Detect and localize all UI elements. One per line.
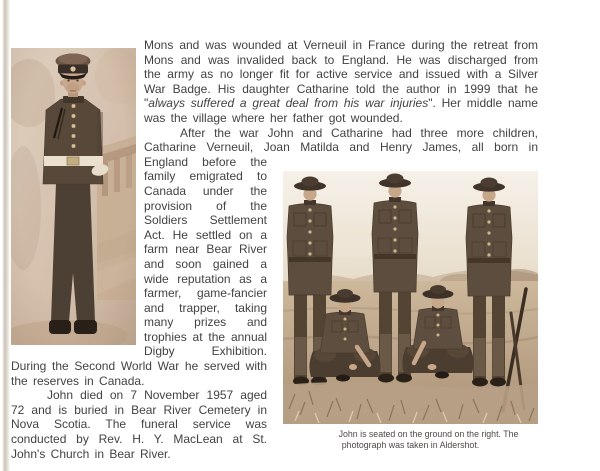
paragraph-2-before-photo: After the war John and Catharine had three more children, Catharine Verneuil, Joan Matilda and Henry James, all born in England bbox=[144, 125, 538, 169]
group-photo-figure bbox=[283, 171, 538, 451]
paragraph-1-end: ". Her middle name was the village where her father got wounded. bbox=[144, 96, 538, 125]
group-photo-caption: John is seated on the ground on the right. The photograph was taken in Aldershot. bbox=[338, 428, 519, 450]
group-photo-image bbox=[283, 171, 538, 424]
portrait-photo bbox=[11, 48, 136, 345]
paragraph-2-after-photo: before the family emigrated to Canada under the provision of the Soldiers Settlement Act. He settled on a farm near Bear River and soon gained a wide reputation as a farmer, game-fancier and trapper, taking many prizes and trophies at the annual Digby Exhibition. During the Second World War he served with the reserves in Canada. bbox=[11, 154, 267, 388]
paragraph-1-start: Mons and was wounded at Verneuil in France during the retreat from Mons and was invalided back to England. He was discharged from the army as no longer fit for active service and issued with a Silver War Badge. His daughter Catharine told the author in 1999 that he " bbox=[144, 38, 538, 111]
paragraph-3-text: John died on 7 November 1957 aged 72 and is buried in Bear River Cemetery in Nova Scotia. The funeral service was conducted by Rev. H. Y. MacLean at St. John's Church in Bear River. bbox=[11, 388, 267, 461]
quote-italic: always suffered a great deal from his war injuries bbox=[148, 96, 429, 111]
portrait-photo-image bbox=[11, 48, 136, 345]
